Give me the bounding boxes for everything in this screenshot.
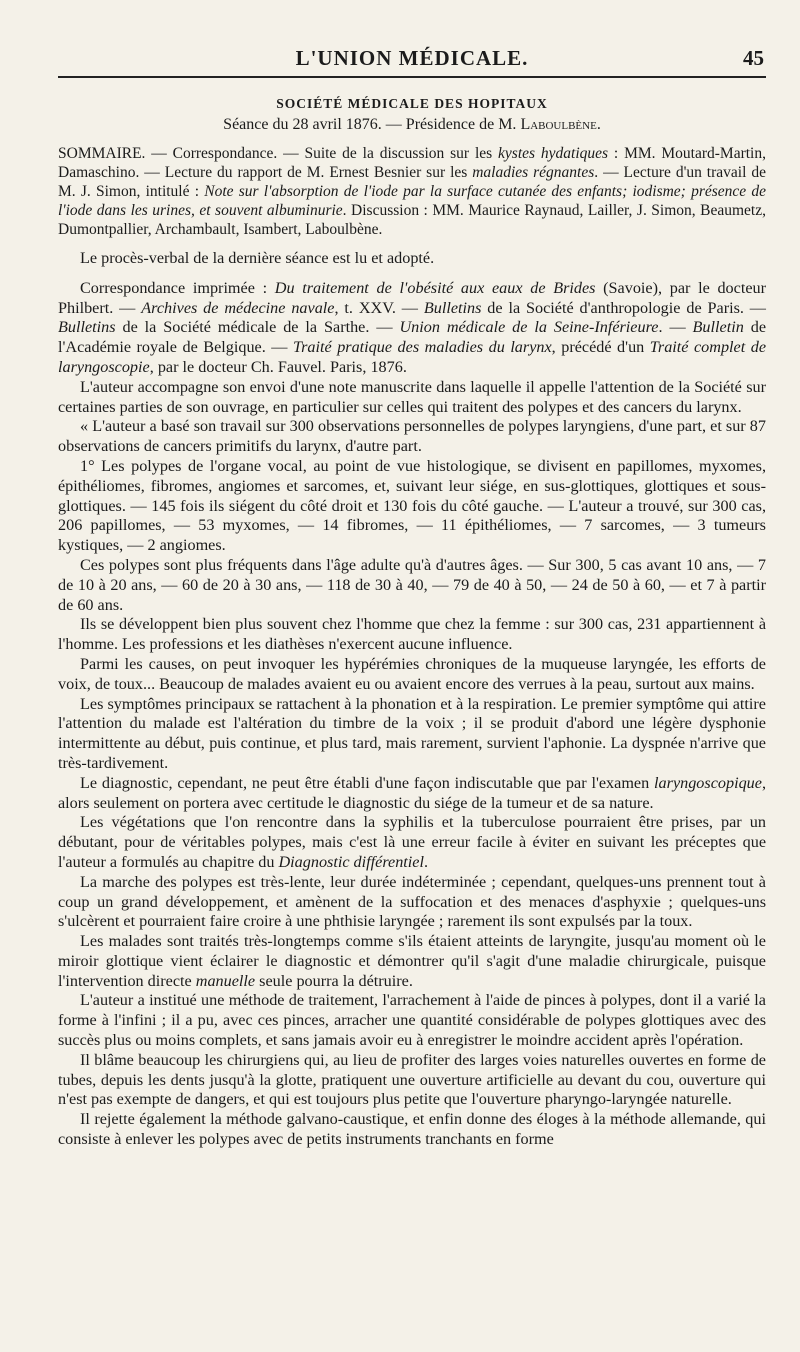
italic-run: Traité complet de laryngoscopie	[58, 338, 767, 376]
italic-run: Bulletins	[58, 318, 116, 337]
text-run: Correspondance imprimée :	[80, 278, 275, 297]
italic-run: manuelle	[195, 971, 256, 990]
paragraph: Les symptômes principaux se rattachent à la phonation et à la respiration. Le premier symptôme qui attire l'attention du malade est l'altération du timbre de la voix ; il se produit d'abord une légère dysphonie intermittente au début, puis continue, et plus tard, mais rarement, survient l'aphonie. La dyspnée n'arrive que très-tardivement.	[58, 694, 766, 772]
italic-run: Bulletins	[423, 298, 482, 317]
paragraph	[58, 813, 766, 872]
paragraph: L'auteur a institué une méthode de traitement, l'arrachement à l'aide de pinces à polypes, dont il a varié la forme à l'infini ; il a pu, avec ces pinces, arracher une quantité considérable de polypes glottiques avec des succès plus ou moins complets, et sans jamais avoir eu à enregistrer le moindre accident après l'opération.	[58, 991, 766, 1050]
italic-run: Diagnostic différentiel	[278, 852, 424, 871]
text-run: de la Société d'anthropologie de Paris. —	[481, 298, 766, 317]
paragraph	[58, 932, 766, 991]
text-run: , alors seulement on portera avec certitude le diagnostic du siége de la tumeur et de sa nature.	[58, 773, 766, 812]
text-run: , précédé d'un	[551, 338, 650, 357]
italic-run: Traité pratique des maladies du larynx	[293, 338, 552, 357]
paragraph: Ils se développent bien plus souvent chez l'homme que chez la femme : sur 300 cas, 231 appartiennent à l'homme. Les professions et les diathèses n'exercent aucune influence.	[58, 615, 766, 654]
text-run: . —	[658, 318, 693, 337]
text-run: Le diagnostic, cependant, ne peut être établi d'une façon indiscutable que par l'examen	[80, 773, 655, 792]
italic-run: Union médicale de la Seine-Inférieure	[399, 318, 659, 337]
paragraph: 1° Les polypes de l'organe vocal, au point de vue histologique, se divisent en papillomes, myxomes, épithéliomes, fibromes, angiomes et sarcomes, et, suivant leur siége, en sus-glottiques, glottiques et sous-glottiques. — 145 fois ils siégent du côté droit et 130 fois du côté gauche. — L'auteur a trouvé, sur 300 cas, 206 papillomes, — 53 myxomes, — 14 fibromes, — 11 épithéliomes, — 7 sarcomes, — 3 tumeurs kystiques, — 2 angiomes.	[58, 456, 766, 555]
summary-block	[58, 144, 766, 239]
page-number: 45	[743, 46, 764, 70]
summary-topic: Note sur l'absorption de l'iode par la surface cutanée des enfants; iodisme; présence de l'iode dans les urines, et souvent albuminurie	[58, 183, 766, 219]
summary-text: . — Lecture d'un travail de M. J. Simon, intitulé :	[58, 164, 766, 200]
italic-run: Archives de médecine navale	[141, 298, 335, 317]
text-run: seule pourra la détruire.	[255, 971, 413, 990]
italic-run: laryngoscopique	[654, 773, 762, 792]
session-prefix: Séance du 28 avril 1876. — Présidence de M.	[223, 116, 521, 133]
journal-title: L'UNION MÉDICALE.	[295, 46, 529, 70]
paragraph	[58, 774, 766, 814]
paragraph: L'auteur accompagne son envoi d'une note manuscrite dans laquelle il appelle l'attention de la Société sur certaines parties de son ouvrage, en particulier sur celles qui traitent des polypes et des cancers du larynx.	[58, 377, 766, 416]
text-run: .	[423, 852, 429, 871]
paragraph	[58, 279, 766, 378]
text-run: (Savoie), par le docteur Philbert. —	[58, 278, 766, 317]
italic-run: Bulletin	[692, 318, 744, 337]
section-title: SOCIÉTÉ MÉDICALE DES HOPITAUX	[276, 96, 548, 111]
session-president: Laboulbène	[520, 116, 597, 133]
paragraph: Il blâme beaucoup les chirurgiens qui, au lieu de profiter des larges voies naturelles ouvertes en forme de tubes, depuis les dents jusqu'à la glotte, pratiquent une ouverture artificielle au devant du cou, ouverture qui n'est pas exempte de dangers, et qui est toujours plus petite que l'ouverture pharyngo-laryngée naturelle.	[58, 1050, 766, 1109]
session-line	[58, 116, 766, 134]
summary-text: : MM. Moutard-Martin, Damaschino. — Lecture du rapport de M. Ernest Besnier sur les	[58, 145, 766, 181]
session-suffix: .	[596, 116, 601, 133]
summary-text: — Correspondance. — Suite de la discussion sur les	[145, 145, 499, 162]
paragraph: Le procès-verbal de la dernière séance est lu et adopté.	[80, 249, 435, 267]
paragraph: La marche des polypes est très-lente, leur durée indéterminée ; cependant, quelques-uns prennent tout à coup un grand développement, et amènent de la suffocation et des menaces d'asphyxie ; quelques-uns s'ulcèrent et pourraient faire croire à une phthisie laryngée ; rarement ils sont expulsés par la toux.	[58, 872, 766, 931]
summary-topic: maladies régnantes	[472, 164, 595, 181]
text-run: , par le docteur Ch. Fauvel. Paris, 1876.	[149, 357, 407, 376]
text-run: Les végétations que l'on rencontre dans la syphilis et la tuberculose pourraient être prises, par un débutant, pour de véritables polypes, mais c'est là une erreur facile à éviter en suivant les préceptes que l'auteur a formulés au chapitre du	[58, 813, 766, 871]
text-run: , t. XXV. —	[334, 298, 424, 317]
summary-text: . Discussion : MM. Maurice Raynaud, Lailler, J. Simon, Beaumetz, Dumontpallier, Archambault, Isambert, Laboulbène.	[58, 202, 766, 238]
text-run: de l'Académie royale de Belgique. —	[58, 318, 766, 357]
paragraph: Parmi les causes, on peut invoquer les hypérémies chroniques de la muqueuse laryngée, les efforts de voix, de toux... Beaucoup de malades avaient eu ou avaient encore des verrues à la peau, surtout aux mains.	[58, 654, 766, 693]
running-header	[58, 38, 766, 78]
summary-label: SOMMAIRE.	[58, 145, 146, 162]
paragraph: « L'auteur a basé son travail sur 300 observations personnelles de polypes laryngiens, d'une part, et sur 87 observations de cancers primitifs du larynx, d'autre part.	[58, 417, 766, 456]
text-run: Les malades sont traités très-longtemps comme s'ils étaient atteints de laryngite, jusqu'au moment où le miroir glottique vient éclairer le diagnostic et démontrer qu'il s'agit d'une maladie chirurgicale, puisque l'intervention directe	[58, 932, 766, 990]
summary-topic: kystes hydatiques	[498, 145, 609, 162]
italic-run: Du traitement de l'obésité aux eaux de Brides	[274, 278, 596, 297]
paragraph: Ces polypes sont plus fréquents dans l'âge adulte qu'à d'autres âges. — Sur 300, 5 cas avant 10 ans, — 7 de 10 à 20 ans, — 60 de 20 à 30 ans, — 118 de 30 à 40, — 79 de 40 à 50, — 24 de 50 à 60, — et 7 à partir de 60 ans.	[58, 555, 766, 614]
paragraph: Il rejette également la méthode galvano-caustique, et enfin donne des éloges à la méthode allemande, qui consiste à enlever les polypes avec de petits instruments tranchants en forme	[58, 1110, 766, 1149]
text-run: de la Société médicale de la Sarthe. —	[115, 318, 400, 337]
